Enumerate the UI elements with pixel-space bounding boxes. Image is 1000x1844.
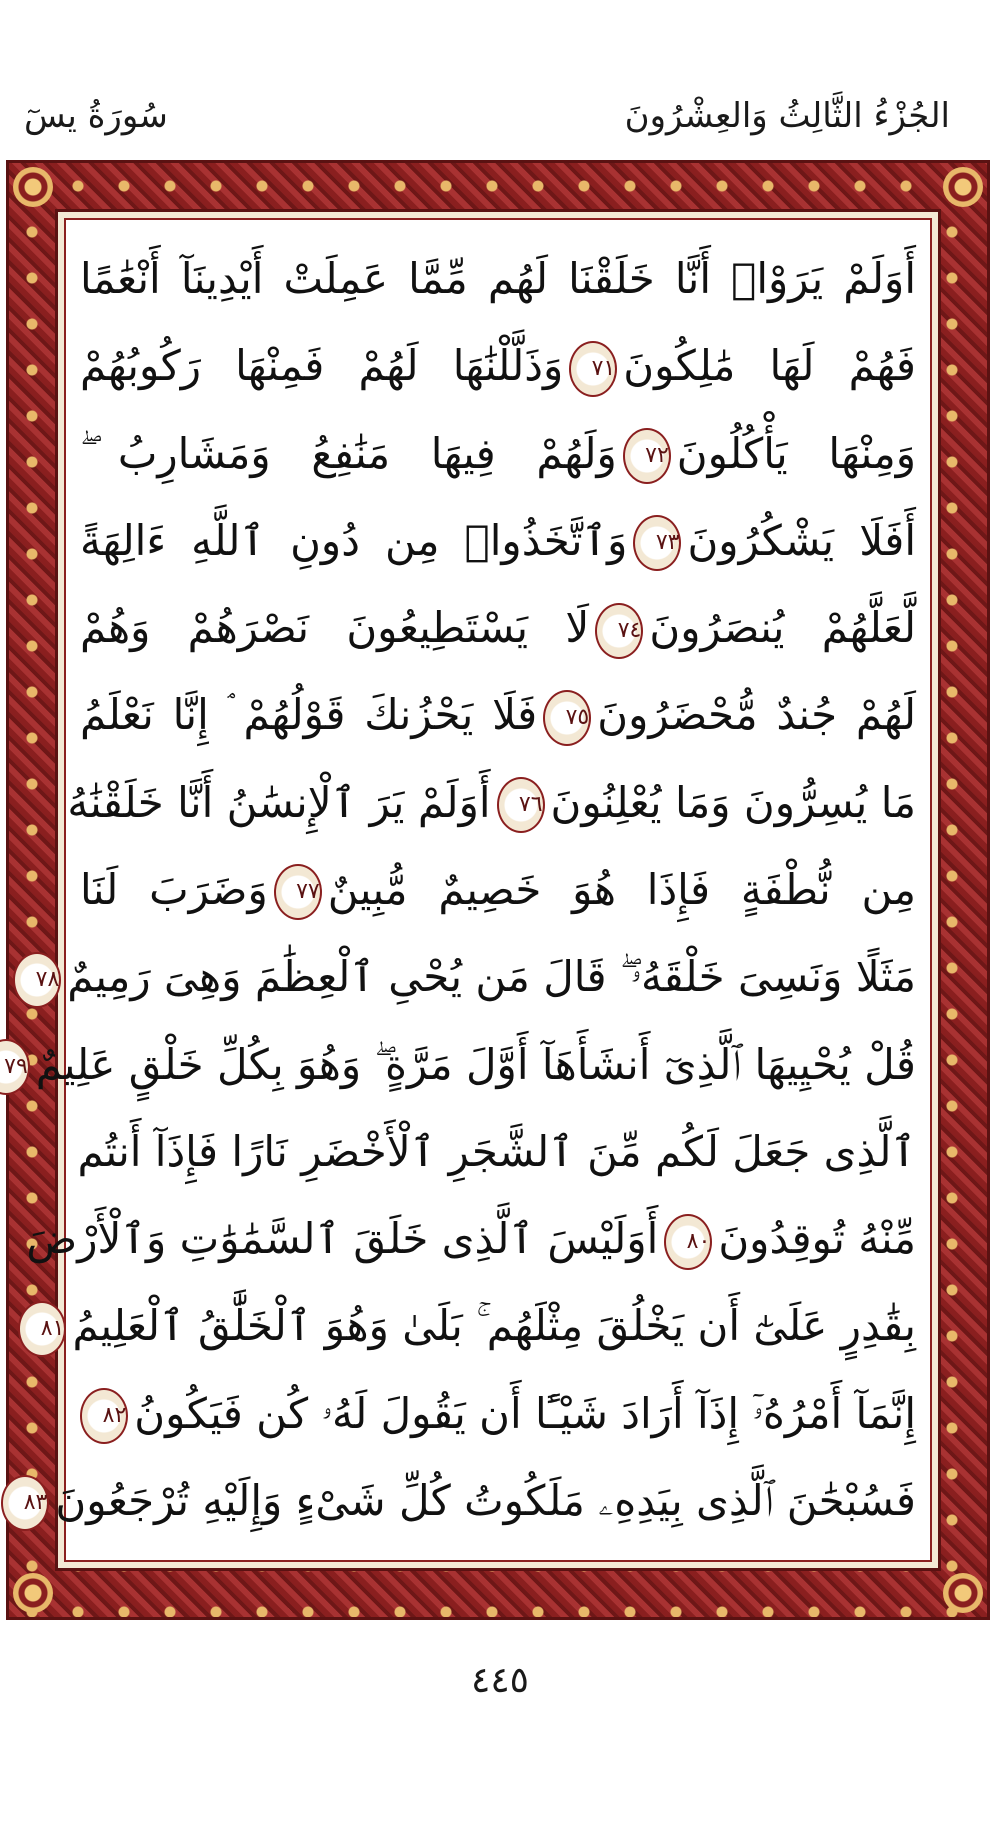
- verse-line: [80, 589, 916, 667]
- verse-text: مَا يُسِرُّونَ وَمَا يُعْلِنُونَ: [550, 777, 916, 827]
- juz-label: الجُزْءُ الثَّالِثُ وَالعِشْرُونَ: [624, 96, 950, 136]
- verse-text: مَثَلًا وَنَسِىَ خَلْقَهُۥ ۖ قَالَ مَن يُحْىِ ٱلْعِظَٰمَ وَهِىَ رَمِيمٌ: [67, 952, 916, 1002]
- verse-line: [67, 764, 916, 842]
- verse-text: مِن نُّطْفَةٍ فَإِذَا هُوَ خَصِيمٌ مُّبِينٌ: [327, 864, 917, 914]
- verse-line: [80, 676, 916, 754]
- ayah-number-marker: ٨٢: [80, 1388, 128, 1444]
- verse-line: [23, 1462, 916, 1540]
- ayah-number-marker: ٧٩: [0, 1039, 30, 1095]
- ayah-number-marker: ٧٥: [543, 690, 591, 746]
- surah-label: سُورَةُ يسٓ: [24, 96, 168, 136]
- verse-line: [80, 327, 916, 405]
- verse-line: [80, 851, 916, 929]
- page-header: [24, 96, 950, 156]
- verse-text: فَهُمْ لَهَا مَٰلِكُونَ: [623, 341, 917, 391]
- corner-ornament-icon: [943, 1573, 983, 1613]
- verse-text: مِّنْهُ تُوقِدُونَ: [718, 1214, 916, 1264]
- verse-text-continued: وَٱتَّخَذُوا۟ مِن دُونِ ٱللَّهِ ءَالِهَةً: [80, 515, 628, 565]
- verse-line: [80, 415, 916, 493]
- verse-line: [77, 1113, 916, 1191]
- verse-text-continued: أَوَلَمْ يَرَ ٱلْإِنسَٰنُ أَنَّا خَلَقْنَٰهُ: [67, 777, 491, 827]
- ayah-number-marker: ٨٣: [1, 1475, 49, 1531]
- verse-text: إِنَّمَآ أَمْرُهُۥٓ إِذَآ أَرَادَ شَيْـًٔا أَن يَقُولَ لَهُۥ كُن فَيَكُونُ: [134, 1388, 916, 1438]
- ayah-number-marker: ٧١: [569, 341, 617, 397]
- verse-line: [35, 938, 916, 1016]
- verse-text-area: [4, 240, 917, 1540]
- verse-text: أَوَلَمْ يَرَوْا۟ أَنَّا خَلَقْنَا لَهُم مِّمَّا عَمِلَتْ أَيْدِينَآ أَنْعَٰمًا: [80, 254, 916, 303]
- ornamental-frame: [6, 160, 990, 1620]
- ayah-number-marker: ٨١: [18, 1301, 66, 1357]
- verse-text-continued: وَضَرَبَ لَنَا: [80, 864, 268, 914]
- ayah-number-marker: ٧٤: [595, 603, 643, 659]
- verse-text: فَسُبْحَٰنَ ٱلَّذِى بِيَدِهِۦ مَلَكُوتُ كُلِّ شَىْءٍ وَإِلَيْهِ تُرْجَعُونَ: [55, 1475, 916, 1525]
- verse-line: [80, 502, 916, 580]
- ayah-number-marker: ٧٨: [13, 952, 61, 1008]
- verse-line: [26, 1200, 916, 1278]
- verse-line: [40, 1287, 916, 1365]
- text-panel: [4, 218, 932, 1562]
- verse-text: وَمِنْهَا يَأْكُلُونَ: [676, 428, 916, 478]
- verse-text-continued: فَلَا يَحْزُنكَ قَوْلُهُمْ ۘ إِنَّا نَعْلَمُ: [80, 690, 538, 740]
- verse-text: قُلْ يُحْيِيهَا ٱلَّذِىٓ أَنشَأَهَآ أَوَّلَ مَرَّةٍ ۖ وَهُوَ بِكُلِّ خَلْقٍ عَلِيمٌ: [35, 1039, 916, 1089]
- verse-text-continued: أَوَلَيْسَ ٱلَّذِى خَلَقَ ٱلسَّمَٰوَٰتِ وَٱلْأَرْضَ: [26, 1214, 659, 1264]
- corner-ornament-icon: [943, 167, 983, 207]
- verse-text: لَّعَلَّهُمْ يُنصَرُونَ: [649, 603, 916, 653]
- ayah-number-marker: ٧٢: [623, 428, 671, 484]
- ayah-number-marker: ٧٧: [274, 864, 322, 920]
- corner-ornament-icon: [13, 1573, 53, 1613]
- verse-text-continued: وَذَلَّلْنَٰهَا لَهُمْ فَمِنْهَا رَكُوبُهُمْ: [80, 341, 564, 391]
- verse-text-continued: لَا يَسْتَطِيعُونَ نَصْرَهُمْ وَهُمْ: [80, 603, 590, 653]
- verse-line: [80, 240, 916, 318]
- frame-border: [4, 209, 941, 1571]
- ayah-number-marker: ٧٣: [633, 515, 681, 571]
- corner-ornament-icon: [13, 167, 53, 207]
- verse-text: لَهُمْ جُندٌ مُّحْضَرُونَ: [597, 690, 916, 740]
- verse-line: [80, 1375, 916, 1453]
- ayah-number-marker: ٨٠: [664, 1214, 712, 1270]
- verse-text: بِقَٰدِرٍ عَلَىٰٓ أَن يَخْلُقَ مِثْلَهُم ۚ بَلَىٰ وَهُوَ ٱلْخَلَّٰقُ ٱلْعَلِيمُ: [72, 1301, 916, 1351]
- verse-text: ٱلَّذِى جَعَلَ لَكُم مِّنَ ٱلشَّجَرِ ٱلْأَخْضَرِ نَارًا فَإِذَآ أَنتُم: [77, 1126, 916, 1176]
- verse-text: أَفَلَا يَشْكُرُونَ: [687, 515, 916, 565]
- ayah-number-marker: ٧٦: [497, 777, 545, 833]
- page-number: ٤٤٥: [470, 1660, 529, 1701]
- verse-text-continued: وَلَهُمْ فِيهَا مَنَٰفِعُ وَمَشَارِبُ ۖ: [80, 428, 617, 478]
- verse-line: [4, 1026, 916, 1104]
